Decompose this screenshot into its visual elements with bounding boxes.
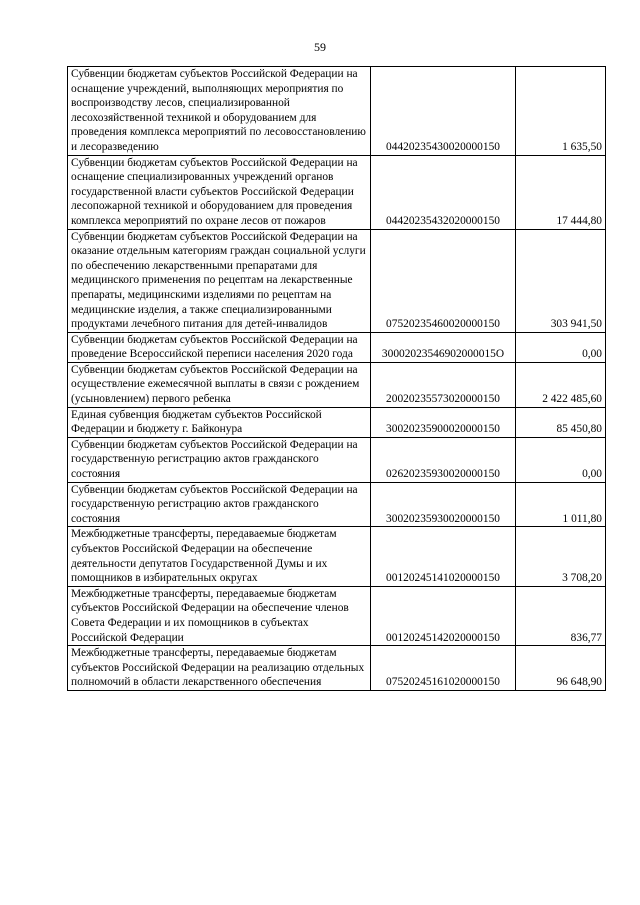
row-name: Субвенции бюджетам субъектов Российской Федерации на оказание отдельным категориям граждан социальной услуги по обеспечению лекарственными препаратами для медицинского применения по рецептам на лекарственные препараты, медицинскими изделиями по рецептам на медицинские изделия, а также специализированными продуктами лечебного питания для детей-инвалидов	[68, 229, 371, 332]
row-amount: 1 635,50	[516, 67, 606, 156]
row-code: 07520245161020000150	[371, 646, 516, 691]
row-name: Единая субвенция бюджетам субъектов Российской Федерации и бюджету г. Байконура	[68, 407, 371, 437]
row-name: Субвенции бюджетам субъектов Российской Федерации на осуществление ежемесячной выплаты в связи с рождением (усыновлением) первого ребенка	[68, 362, 371, 407]
table-row	[68, 407, 606, 437]
table-row	[68, 67, 606, 156]
row-name: Субвенции бюджетам субъектов Российской Федерации на государственную регистрацию актов гражданского состояния	[68, 437, 371, 482]
row-name: Межбюджетные трансферты, передаваемые бюджетам субъектов Российской Федерации на обеспечение членов Совета Федерации и их помощников в субъектах Российской Федерации	[68, 586, 371, 645]
row-code: 02620235930020000150	[371, 437, 516, 482]
table-row	[68, 646, 606, 691]
row-name: Субвенции бюджетам субъектов Российской Федерации на оснащение специализированных учреждений органов государственной власти субъектов Российской Федерации лесопожарной техникой и оборудованием для проведения комплекса мероприятий по охране лесов от пожаров	[68, 155, 371, 229]
row-code: 30020235930020000150	[371, 482, 516, 527]
row-code: 00120245141020000150	[371, 527, 516, 586]
row-code: 20020235573020000150	[371, 362, 516, 407]
row-code: 07520235460020000150	[371, 229, 516, 332]
table-row	[68, 362, 606, 407]
row-amount: 85 450,80	[516, 407, 606, 437]
page-number: 59	[314, 40, 326, 54]
row-code: 30002023546902000015О	[371, 332, 516, 362]
row-amount: 1 011,80	[516, 482, 606, 527]
table-row	[68, 586, 606, 645]
row-name: Субвенции бюджетам субъектов Российской Федерации на государственную регистрацию актов гражданского состояния	[68, 482, 371, 527]
table-row	[68, 155, 606, 229]
table-row	[68, 527, 606, 586]
row-amount: 96 648,90	[516, 646, 606, 691]
table-row	[68, 332, 606, 362]
row-code: 30020235900020000150	[371, 407, 516, 437]
table-row	[68, 437, 606, 482]
row-code: 00120245142020000150	[371, 586, 516, 645]
row-name: Субвенции бюджетам субъектов Российской Федерации на оснащение учреждений, выполняющих мероприятия по воспроизводству лесов, специализированной лесохозяйственной техникой и оборудованием для проведения комплекса мероприятий по лесовосстановлению и лесоразведению	[68, 67, 371, 156]
row-code: 04420235430020000150	[371, 67, 516, 156]
row-amount: 303 941,50	[516, 229, 606, 332]
row-name: Межбюджетные трансферты, передаваемые бюджетам субъектов Российской Федерации на реализацию отдельных полномочий в области лекарственного обеспечения	[68, 646, 371, 691]
row-name: Субвенции бюджетам субъектов Российской Федерации на проведение Всероссийской переписи населения 2020 года	[68, 332, 371, 362]
row-amount: 3 708,20	[516, 527, 606, 586]
row-code: 04420235432020000150	[371, 155, 516, 229]
row-amount: 17 444,80	[516, 155, 606, 229]
table-row	[68, 229, 606, 332]
row-amount: 2 422 485,60	[516, 362, 606, 407]
row-amount: 0,00	[516, 332, 606, 362]
row-amount: 0,00	[516, 437, 606, 482]
row-name: Межбюджетные трансферты, передаваемые бюджетам субъектов Российской Федерации на обеспечение деятельности депутатов Государственной Думы и их помощников в избирательных округах	[68, 527, 371, 586]
row-amount: 836,77	[516, 586, 606, 645]
table-row	[68, 482, 606, 527]
budget-table	[67, 66, 606, 691]
